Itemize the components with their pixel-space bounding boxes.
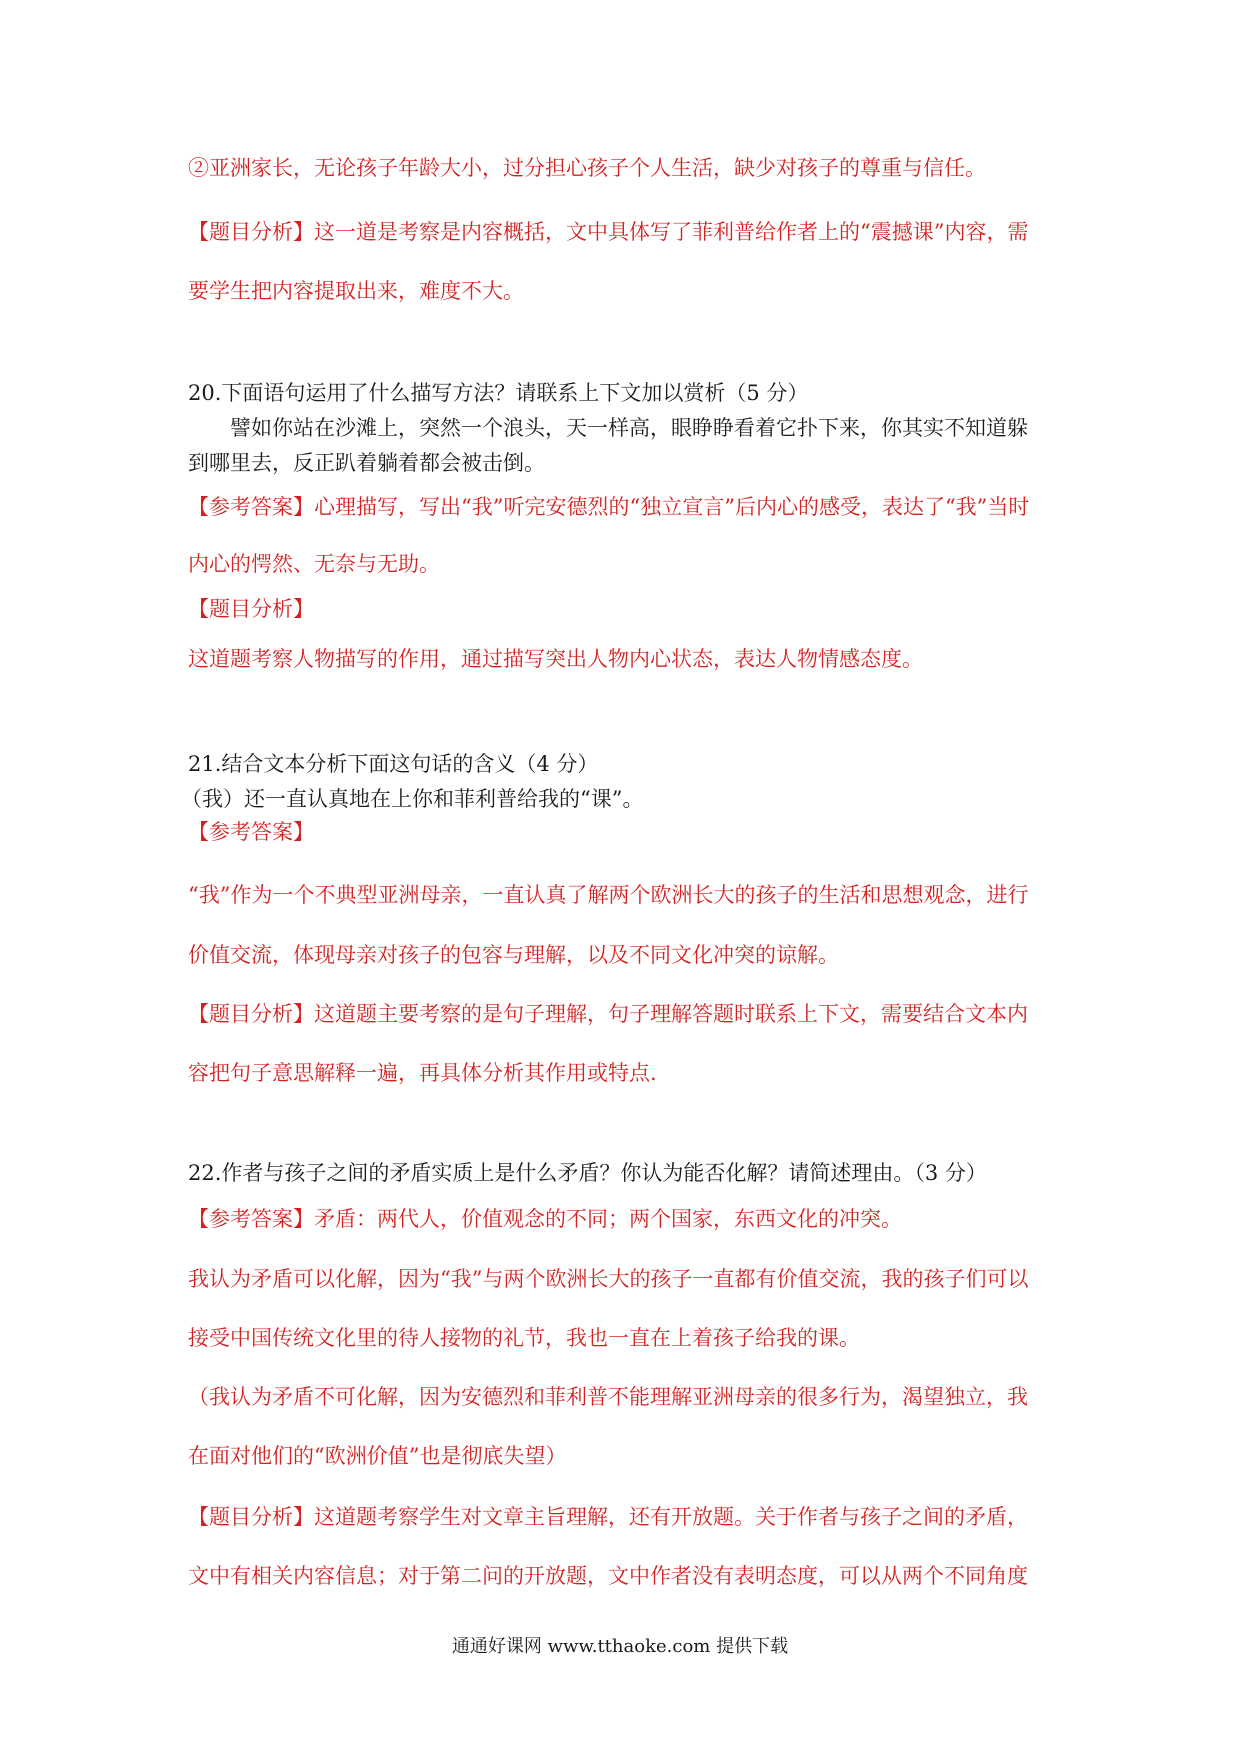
answer-line: 接受中国传统文化里的待人接物的礼节，我也一直在上着孩子给我的课。 xyxy=(188,1326,860,1350)
analysis-line: 【题目分析】这道题考察学生对文章主旨理解，还有开放题。关于作者与孩子之间的矛盾， xyxy=(188,1505,1028,1529)
answer-line: 内心的愕然、无奈与无助。 xyxy=(188,552,440,576)
answer-line: 【参考答案】心理描写，写出“我”听完安德烈的“独立宣言”后内心的感受，表达了“我”当时 xyxy=(188,495,1030,519)
answer-heading: 【参考答案】 xyxy=(188,820,314,844)
analysis-line: 文中有相关内容信息；对于第二问的开放题，文中作者没有表明态度，可以从两个不同角度 xyxy=(188,1564,1028,1588)
question-20: 20.下面语句运用了什么描写方法？请联系上下文加以赏析（5 分） xyxy=(188,381,809,405)
page-footer: 通通好课网 www.tthaoke.com 提供下载 xyxy=(451,1636,789,1657)
answer-line: ②亚洲家长，无论孩子年龄大小，过分担心孩子个人生活，缺少对孩子的尊重与信任。 xyxy=(188,156,986,180)
analysis-line: 要学生把内容提取出来，难度不大。 xyxy=(188,279,524,303)
analysis-line: 【题目分析】这道题主要考察的是句子理解，句子理解答题时联系上下文，需要结合文本内 xyxy=(188,1002,1028,1026)
analysis-line: 【题目分析】这一道是考察是内容概括，文中具体写了菲利普给作者上的“震撼课”内容，需 xyxy=(188,220,1029,244)
question-quote: （我）还一直认真地在上你和菲利普给我的“课”。 xyxy=(181,787,644,811)
answer-line: 我认为矛盾可以化解，因为“我”与两个欧洲长大的孩子一直都有价值交流，我的孩子们可以 xyxy=(188,1267,1029,1291)
analysis-line: 这道题考察人物描写的作用，通过描写突出人物内心状态，表达人物情感态度。 xyxy=(188,647,923,671)
answer-line: “我”作为一个不典型亚洲母亲，一直认真了解两个欧洲长大的孩子的生活和思想观念，进行 xyxy=(188,883,1029,907)
question-21: 21.结合文本分析下面这句话的含义（4 分） xyxy=(188,752,599,776)
question-quote: 譬如你站在沙滩上，突然一个浪头，天一样高，眼睁睁看着它扑下来，你其实不知道躲 xyxy=(230,416,1028,440)
question-22: 22.作者与孩子之间的矛盾实质上是什么矛盾？你认为能否化解？请简述理由。（3 分） xyxy=(188,1161,987,1185)
question-quote: 到哪里去，反正趴着躺着都会被击倒。 xyxy=(188,451,545,475)
analysis-line: 容把句子意思解释一遍，再具体分析其作用或特点. xyxy=(188,1061,657,1085)
answer-line: 价值交流，体现母亲对孩子的包容与理解，以及不同文化冲突的谅解。 xyxy=(188,943,839,967)
analysis-heading: 【题目分析】 xyxy=(188,597,314,621)
answer-line: 【参考答案】矛盾：两代人，价值观念的不同；两个国家，东西文化的冲突。 xyxy=(188,1207,902,1231)
answer-line: （我认为矛盾不可化解，因为安德烈和菲利普不能理解亚洲母亲的很多行为，渴望独立，我 xyxy=(188,1385,1028,1409)
answer-line: 在面对他们的“欧洲价值”也是彻底失望） xyxy=(188,1444,567,1468)
